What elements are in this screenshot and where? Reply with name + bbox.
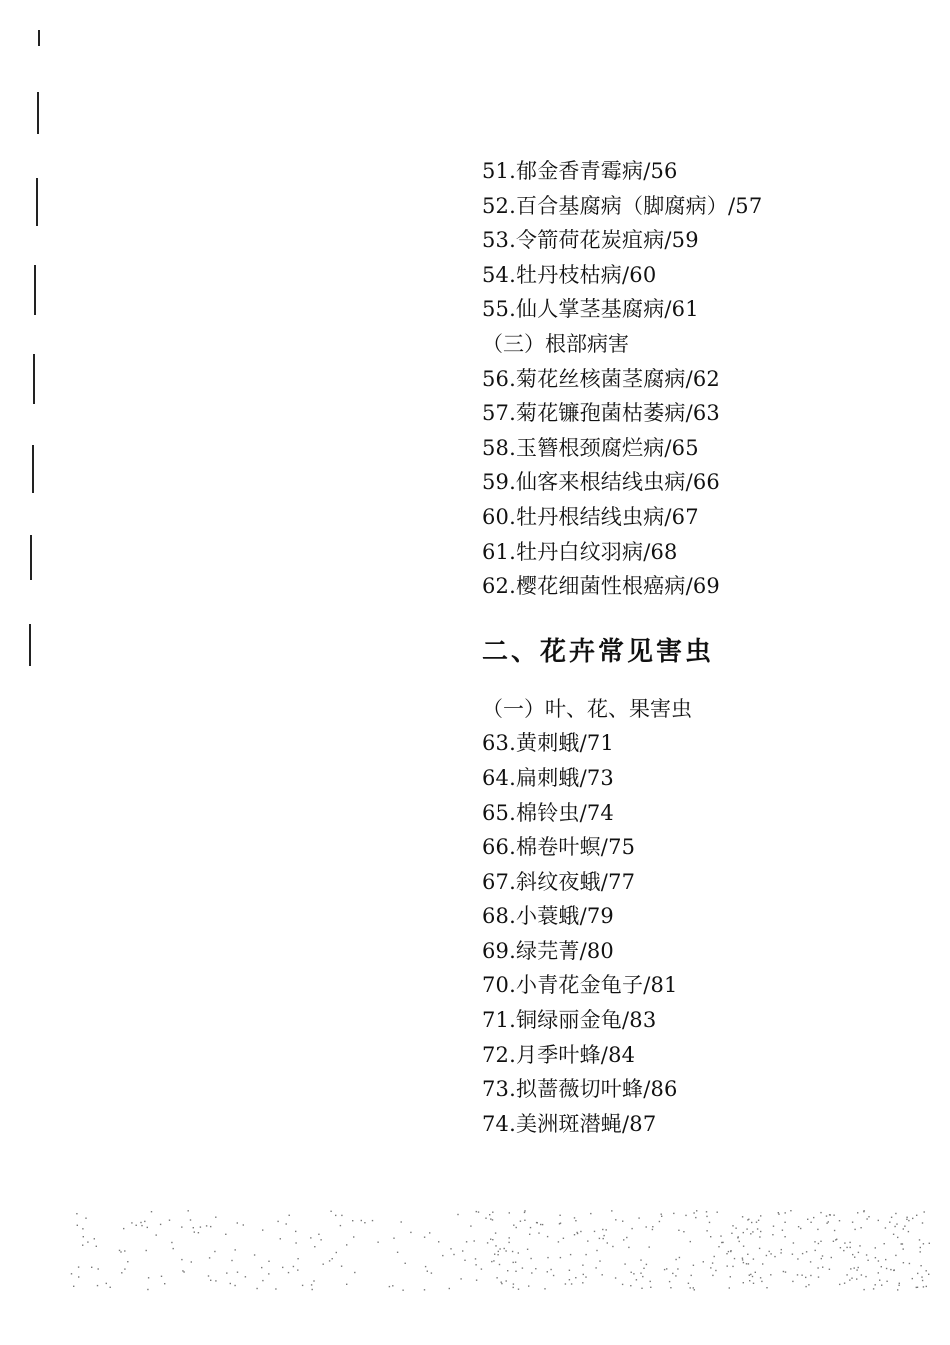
toc-entry: 63.黄刺蛾/71: [482, 731, 614, 756]
toc-entry: 52.百合基腐病（脚腐病）/57: [482, 193, 763, 218]
toc-entry: 54.牡丹枝枯病/60: [482, 262, 657, 287]
margin-mark: [33, 354, 35, 404]
toc-group-root-diseases: （三）根部病害: [482, 331, 629, 356]
toc-list-leaf-pests: [482, 726, 922, 1141]
toc-entry: 56.菊花丝核菌茎腐病/62: [482, 366, 720, 391]
margin-mark: [37, 92, 39, 134]
toc-entry: 69.绿芫菁/80: [482, 938, 614, 963]
section-title-pests: 二、花卉常见害虫: [482, 636, 715, 667]
toc-entry: 73.拟蔷薇切叶蜂/86: [482, 1077, 678, 1102]
margin-mark: [34, 265, 36, 315]
toc-entry: 51.郁金香青霉病/56: [482, 159, 678, 183]
toc-list-root-diseases: [482, 362, 922, 604]
toc-entry: 65.棉铃虫/74: [482, 800, 614, 825]
toc-entry: 74.美洲斑潜蝇/87: [482, 1111, 657, 1136]
margin-mark: [32, 445, 34, 493]
toc-entry: 67.斜纹夜蛾/77: [482, 869, 636, 894]
toc-entry: 53.令箭荷花炭疽病/59: [482, 228, 699, 253]
toc-entry: 71.铜绿丽金龟/83: [482, 1008, 657, 1033]
toc-entry: 55.仙人掌茎基腐病/61: [482, 297, 699, 322]
margin-mark: [38, 30, 40, 46]
toc-group-leaf-pests: （一）叶、花、果害虫: [482, 696, 692, 721]
toc-list-leaf-stem-diseases: [482, 154, 922, 327]
toc-entry: 58.玉簪根颈腐烂病/65: [482, 435, 699, 460]
toc-entry: 62.樱花细菌性根癌病/69: [482, 574, 720, 599]
margin-mark: [29, 624, 31, 666]
toc-entry: 61.牡丹白纹羽病/68: [482, 539, 678, 564]
toc-entry: 68.小蓑蛾/79: [482, 904, 614, 929]
table-of-contents: [482, 154, 922, 1141]
scan-noise: [70, 1200, 930, 1300]
binding-margin-marks: [0, 0, 60, 700]
toc-entry: 57.菊花镰孢菌枯萎病/63: [482, 401, 720, 426]
toc-entry: 70.小青花金龟子/81: [482, 973, 678, 998]
toc-entry: 66.棉卷叶螟/75: [482, 835, 636, 860]
toc-entry: 72.月季叶蜂/84: [482, 1042, 636, 1067]
margin-mark: [30, 535, 32, 580]
toc-entry: 64.扁刺蛾/73: [482, 765, 614, 790]
toc-entry: 59.仙客来根结线虫病/66: [482, 470, 720, 495]
toc-entry: 60.牡丹根结线虫病/67: [482, 504, 699, 529]
margin-mark: [36, 178, 38, 226]
